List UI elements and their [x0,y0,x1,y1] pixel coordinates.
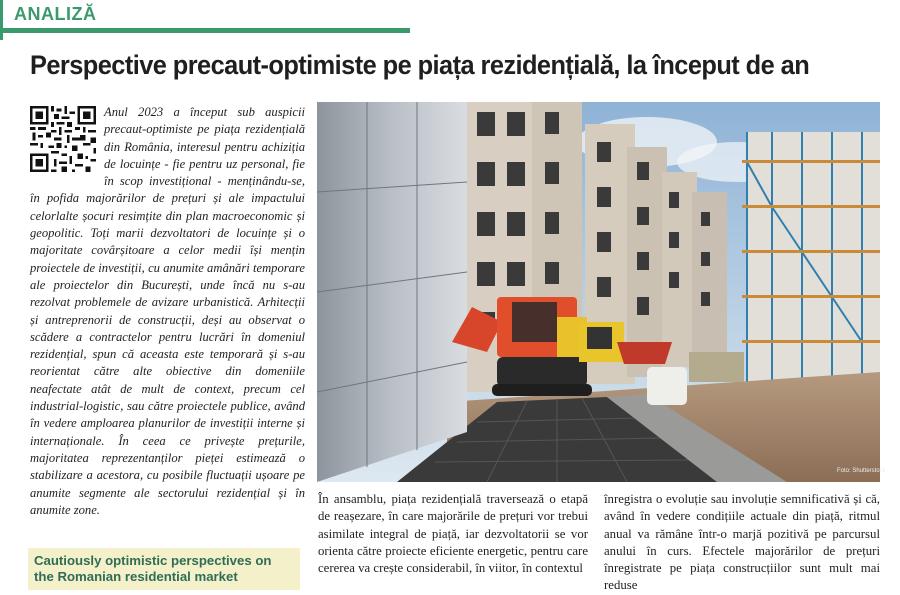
construction-site-photo [317,102,886,482]
section-rule [0,28,410,33]
qr-spacer [30,104,104,174]
lead-text: Anul 2023 a început sub auspicii precaut-optimiste pe piața rezidențială din România, interesul pentru achiziția de locuințe - fie pentru uz personal, fie în scop investițional - menținându-se, în pofida majorărilor de prețuri și ale impactului celorlalte șocuri resimțite din plan macroeconomic și geopolitic. Toți marii dezvoltatori de locuințe și o majoritate covârșitoare a celor medii își mențin proiectele de investiții, cu anumite amânări temporare ale proiectelor din București, unde încă nu s-au rezolvat problemele de avizare urbanistică. Arhitecții și antreprenorii de construcții, deși au observat o scădere a contractelor pentru lucrări în domeniul rezidențial, spun că aceasta este temporară și s-au reorientat către alte obiective din domeniile neafectate atât de mult de context, precum cel industrial-logistic, sau către proiectele publice, având în vedere amploarea planurilor de investiții interne și internaționale. În ceea ce privește prețurile, majoritatea reprezentanților pieței estimează o stabilizare a acestora, cu posibile fluctuații ușoare pe anumite segmente ale sectorului rezidențial și în anumite zone. [30,105,305,517]
body-column-2: înregistra o evoluție sau involuție semnificativă și că, având în vedere condițiile actuale din piață, ritmul anual va rămâne într-o marjă pozitivă pe parcursul anului în curs. Efectele majorărilor de prețuri înregistrate pe piața construcțiilor sunt mult mai reduse [604,492,880,593]
article-lead [30,104,305,519]
body-column-1: În ansamblu, piața rezidențială traversează o etapă de reașezare, în care majorările de prețuri vor trebui asimilate integral de piață, iar dezvoltatorii se vor orienta către proiecte eficiente energetic, pentru care cererea va crește considerabil, în viitor, în contextul [318,492,588,576]
english-subtitle: Cautiously optimistic perspectives on the Romanian residential market [28,548,300,590]
section-accent-bar [0,0,8,40]
section-label: ANALIZĂ [14,4,97,24]
article-headline: Perspective precaut-optimiste pe piața rezidențială, la început de an [30,50,810,80]
photo-credit: Foto: Shutterstock [837,468,886,474]
